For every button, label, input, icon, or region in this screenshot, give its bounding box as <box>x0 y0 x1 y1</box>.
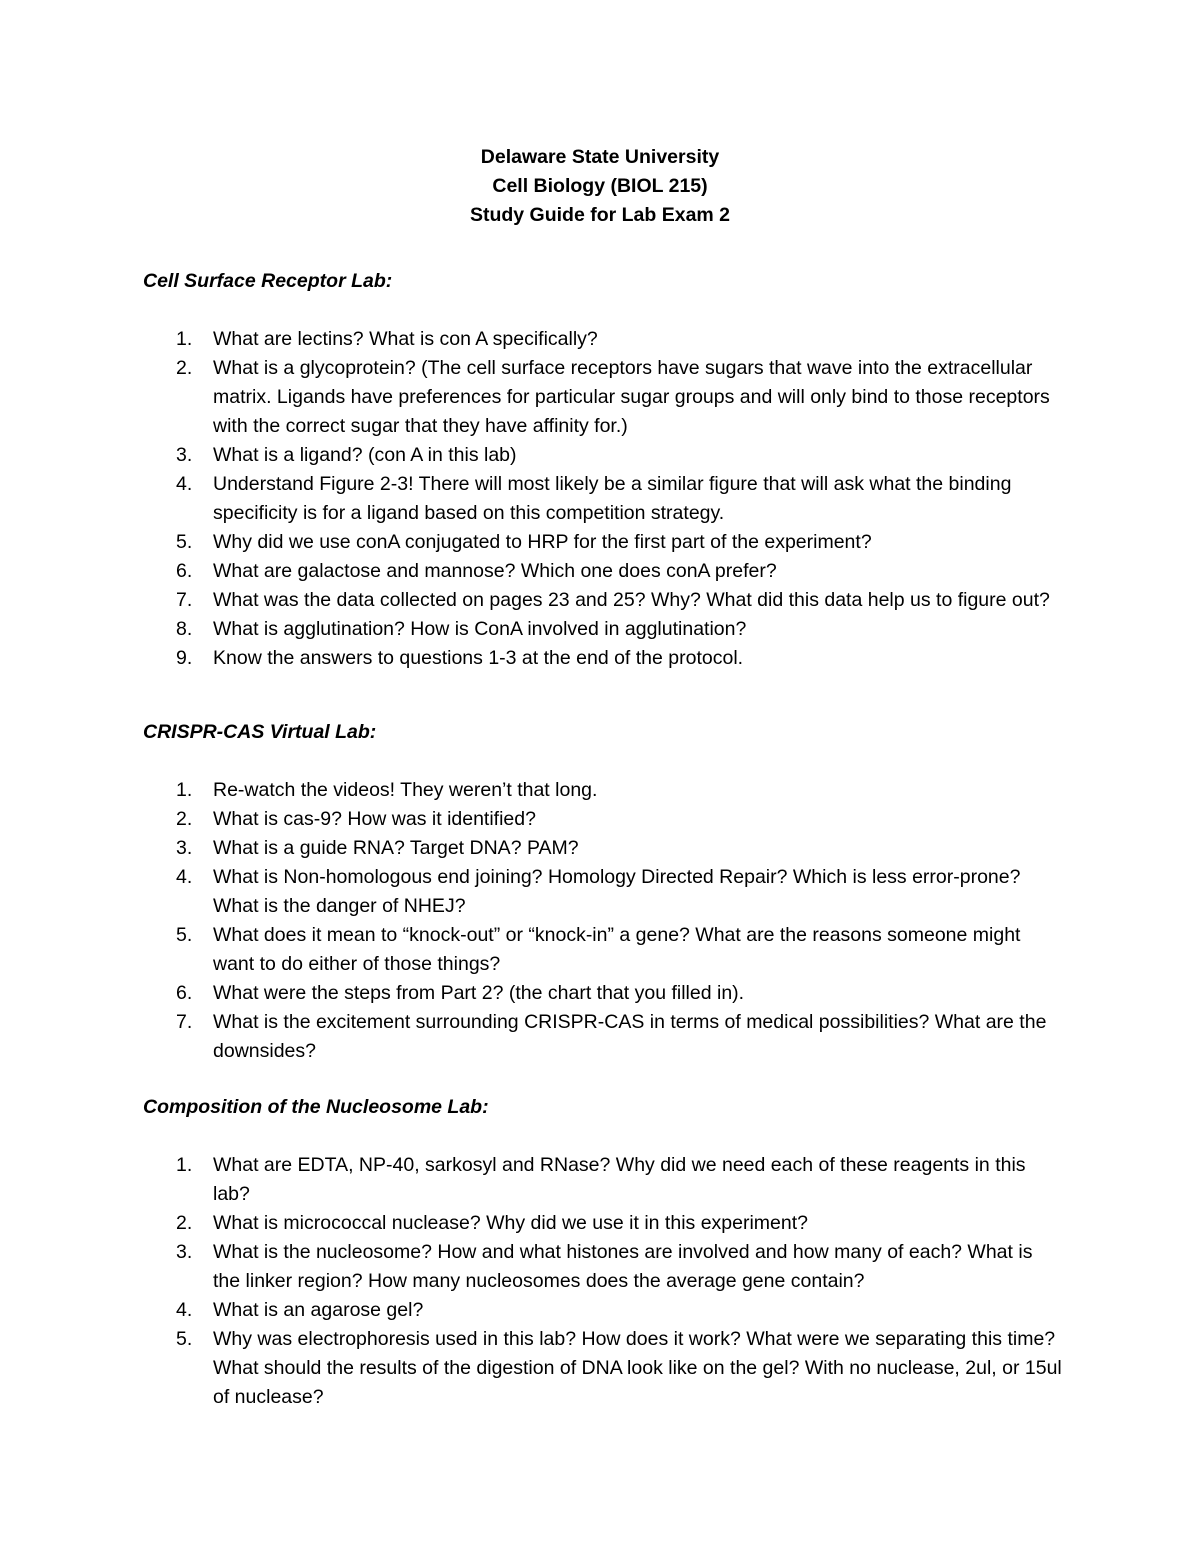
item-number: 7. <box>176 1011 193 1033</box>
question-list <box>143 776 1063 1066</box>
item-number: 5. <box>176 531 193 553</box>
item-text: What are lectins? What is con A specifically? <box>213 328 598 350</box>
list-item <box>143 325 1063 354</box>
item-number: 6. <box>176 560 193 582</box>
list-item <box>143 528 1063 557</box>
item-text: What is agglutination? How is ConA involved in agglutination? <box>213 618 747 640</box>
item-text: What were the steps from Part 2? (the chart that you filled in). <box>213 982 745 1004</box>
item-number: 2. <box>176 1212 193 1234</box>
section-title: CRISPR-CAS Virtual Lab: <box>143 721 377 743</box>
section-composition-of-the-nucleosome-lab <box>143 1093 1063 1412</box>
list-item <box>143 615 1063 644</box>
list-item <box>143 921 1063 979</box>
item-number: 4. <box>176 473 193 495</box>
section-title: Cell Surface Receptor Lab: <box>143 270 393 292</box>
item-number: 3. <box>176 837 193 859</box>
item-text: What is the excitement surrounding CRISPR-CAS in terms of medical possibilities? What are the downsides? <box>213 1011 1047 1062</box>
list-item <box>143 1325 1063 1412</box>
item-text: What is micrococcal nuclease? Why did we use it in this experiment? <box>213 1212 808 1234</box>
document-title: Study Guide for Lab Exam 2 <box>469 204 731 226</box>
item-number: 4. <box>176 866 193 888</box>
item-text: What is an agarose gel? <box>213 1299 424 1321</box>
list-item <box>143 979 1063 1008</box>
list-item <box>143 557 1063 586</box>
item-number: 4. <box>176 1299 193 1321</box>
item-number: 9. <box>176 647 193 669</box>
item-text: What are galactose and mannose? Which one does conA prefer? <box>213 560 777 582</box>
item-text: What does it mean to “knock-out” or “knock-in” a gene? What are the reasons someone might want to do either of those things? <box>213 924 1021 975</box>
item-text: Know the answers to questions 1-3 at the end of the protocol. <box>213 647 744 669</box>
list-item <box>143 354 1063 441</box>
question-list <box>143 1151 1063 1412</box>
list-item <box>143 586 1063 615</box>
list-item <box>143 470 1063 528</box>
item-number: 3. <box>176 444 193 466</box>
list-item <box>143 776 1063 805</box>
list-item <box>143 1151 1063 1209</box>
item-number: 1. <box>176 1154 193 1176</box>
item-text: What is Non-homologous end joining? Homology Directed Repair? Which is less error-prone? What is the danger of NHEJ? <box>213 866 1021 917</box>
section-crispr-cas-virtual-lab <box>143 718 1063 1066</box>
item-text: Understand Figure 2-3! There will most likely be a similar figure that will ask what the binding specificity is for a ligand based on this competition strategy. <box>213 473 1012 524</box>
item-text: What are EDTA, NP-40, sarkosyl and RNase? Why did we need each of these reagents in this lab? <box>213 1154 1026 1205</box>
list-item <box>143 805 1063 834</box>
list-item <box>143 1209 1063 1238</box>
item-number: 8. <box>176 618 193 640</box>
item-text: What is cas-9? How was it identified? <box>213 808 536 830</box>
section-title: Composition of the Nucleosome Lab: <box>143 1096 489 1118</box>
section-cell-surface-receptor-lab <box>143 267 1063 673</box>
list-item <box>143 1296 1063 1325</box>
item-number: 1. <box>176 779 193 801</box>
item-text: Why did we use conA conjugated to HRP for the first part of the experiment? <box>213 531 872 553</box>
university-name: Delaware State University <box>480 146 720 168</box>
item-text: What is the nucleosome? How and what histones are involved and how many of each? What is the linker region? How many nucleosomes does the average gene contain? <box>213 1241 1033 1292</box>
document-header <box>0 143 1200 230</box>
item-number: 5. <box>176 1328 193 1350</box>
list-item <box>143 834 1063 863</box>
course-title: Cell Biology (BIOL 215) <box>492 175 708 197</box>
item-number: 3. <box>176 1241 193 1263</box>
item-text: What is a guide RNA? Target DNA? PAM? <box>213 837 579 859</box>
list-item <box>143 863 1063 921</box>
item-text: What was the data collected on pages 23 and 25? Why? What did this data help us to figure out? <box>213 589 1050 611</box>
item-number: 6. <box>176 982 193 1004</box>
item-number: 1. <box>176 328 193 350</box>
list-item <box>143 1238 1063 1296</box>
item-number: 7. <box>176 589 193 611</box>
item-text: Re-watch the videos! They weren’t that long. <box>213 779 598 801</box>
item-text: What is a ligand? (con A in this lab) <box>213 444 517 466</box>
question-list <box>143 325 1063 673</box>
list-item <box>143 644 1063 673</box>
item-number: 2. <box>176 357 193 379</box>
item-text: Why was electrophoresis used in this lab? How does it work? What were we separating this time? What should the results of the digestion of DNA look like on the gel? With no nuclease, 2ul, or 15ul of nuclease? <box>213 1328 1062 1408</box>
item-number: 5. <box>176 924 193 946</box>
item-number: 2. <box>176 808 193 830</box>
list-item <box>143 441 1063 470</box>
item-text: What is a glycoprotein? (The cell surface receptors have sugars that wave into the extracellular matrix. Ligands have preferences for particular sugar groups and will only bind to those receptors with the correct sugar that they have affinity for.) <box>213 357 1050 437</box>
list-item <box>143 1008 1063 1066</box>
